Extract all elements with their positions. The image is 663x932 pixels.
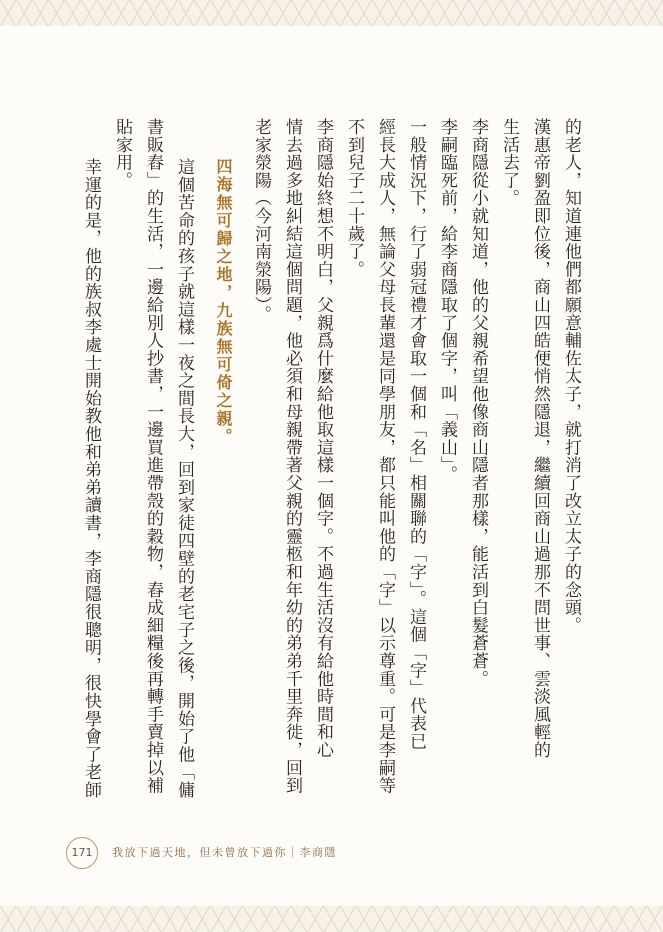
text-column: 書販舂」的生活，一邊給別人抄書，一邊買進帶殼的穀物，舂成細糧後再轉手賣掉以補: [143, 118, 163, 795]
text-column: 貼家用。: [112, 118, 132, 190]
text-column: 不到兒子二十歲了。: [344, 118, 364, 279]
running-head: 我放下過天地，但未曾放下過你｜李商隱: [112, 846, 337, 859]
section-heading: 四海無可歸之地，九族無可倚之親。: [214, 158, 233, 446]
text-column: 這個苦命的孩子就這樣一夜之間長大，回到家徒四壁的老宅子之後，開始了他「傭: [174, 158, 194, 799]
text-column: 的老人，知道連他們都願意輔佐太子，就打消了改立太子的念頭。: [561, 118, 581, 635]
page-number: 171: [66, 837, 98, 869]
decorative-border-top: [0, 0, 663, 26]
text-column: 生活去了。: [499, 118, 519, 207]
text-column: 李嗣臨死前，給李商隱取了個字，叫「義山」。: [437, 118, 457, 484]
text-column: 情去過多地糾結這個問題，他必須和母親帶著父親的靈柩和年幼的弟弟千里奔徙，回到: [282, 118, 302, 795]
text-column: 李商隱從小就知道，他的父親希望他像商山隱者那樣，能活到白髮蒼蒼。: [468, 118, 488, 688]
text-column: 李商隱始終想不明白，父親爲什麼給他取這樣一個字。不過生活沒有給他時間和心: [313, 118, 333, 759]
decorative-border-bottom: [0, 906, 663, 932]
text-column: 經長大成人，無論父母長輩還是同學朋友，都只能叫他的「字」以示尊重。可是李嗣等: [375, 118, 395, 795]
text-column: 漢惠帝劉盈即位後，商山四皓便悄然隱退，繼續回商山過那不問世事、雲淡風輕的: [530, 118, 550, 759]
text-column: 老家滎陽（今河南滎陽）。: [251, 118, 271, 324]
text-column: 幸運的是，他的族叔李處士開始教他和弟弟讀書，李商隱很聰明，很快學會了老師: [81, 158, 101, 799]
text-column: 一般情況下，行了弱冠禮才會取一個和「名」相關聯的「字」。這個「字」代表已: [406, 118, 426, 751]
